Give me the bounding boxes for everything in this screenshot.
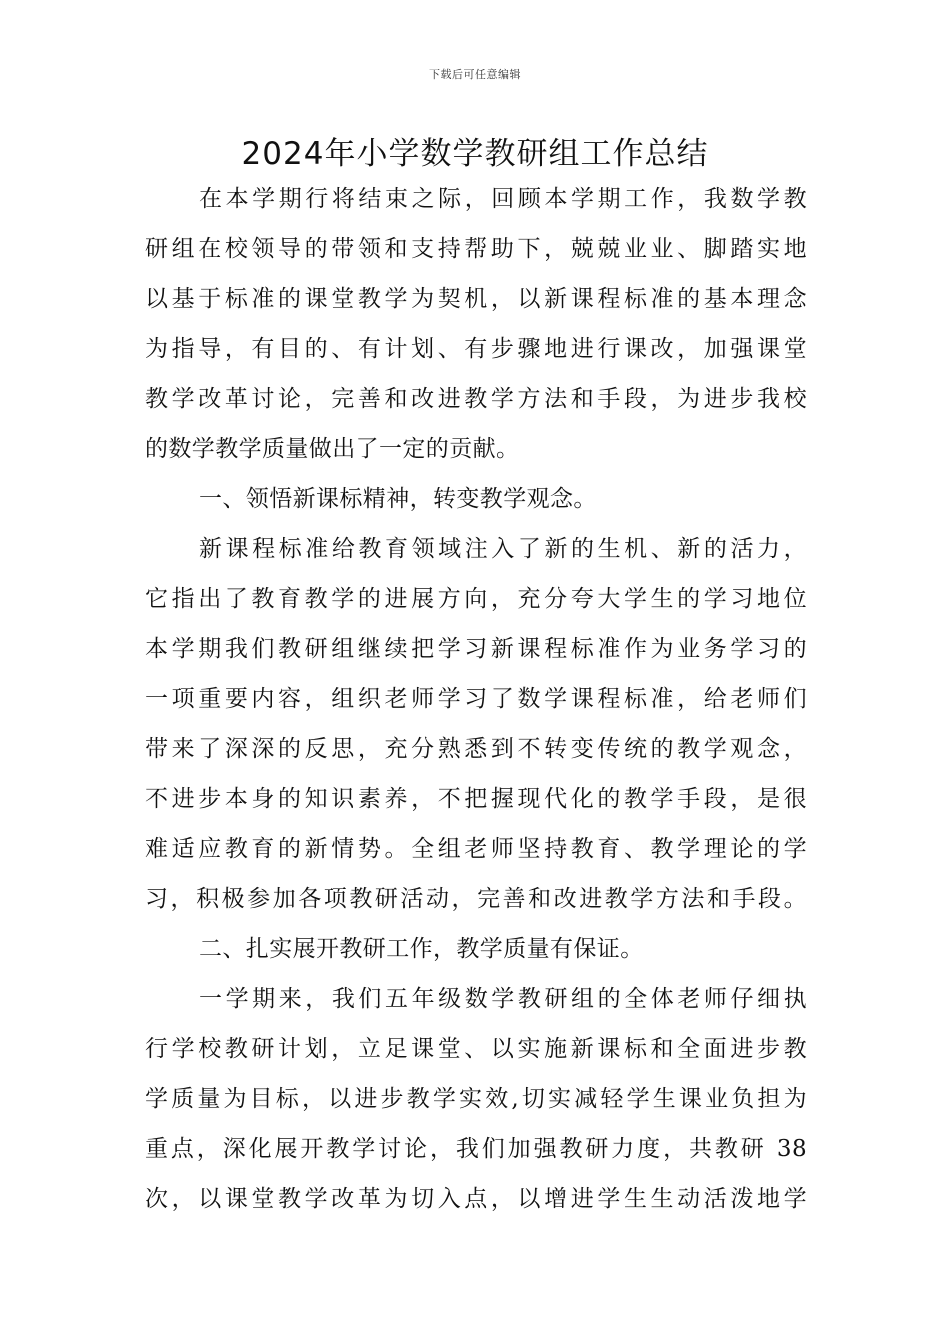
paragraph-line: 以基于标准的课堂教学为契机，以新课程标准的基本理念: [145, 286, 807, 312]
paragraph-line: 习，积极参加各项教研活动，完善和改进教学方法和手段。: [145, 886, 807, 912]
paragraph-line: 一学期来，我们五年级数学教研组的全体老师仔细执: [199, 986, 807, 1012]
document-title: 2024年小学数学教研组工作总结: [241, 136, 709, 172]
header-note: 下载后可任意编辑: [429, 68, 521, 81]
paragraph-line: 行学校教研计划，立足课堂、以实施新课标和全面进步教: [145, 1036, 807, 1062]
document-body: [145, 174, 807, 1224]
paragraph-line: 的数学教学质量做出了一定的贡献。: [145, 436, 520, 462]
section-heading: 二、扎实展开教研工作，教学质量有保证。: [199, 936, 644, 962]
paragraph-line: 次，以课堂教学改革为切入点，以增进学生生动活泼地学: [145, 1186, 807, 1212]
paragraph-line: 为指导，有目的、有计划、有步骤地进行课改，加强课堂: [145, 336, 807, 362]
paragraph-line: 一项重要内容，组织老师学习了数学课程标准，给老师们: [145, 686, 807, 712]
paragraph-line: 教学改革讨论，完善和改进教学方法和手段，为进步我校: [145, 386, 807, 412]
paragraph-line: 学质量为目标，以进步教学实效,切实减轻学生课业负担为: [145, 1086, 807, 1112]
paragraph-line: 本学期我们教研组继续把学习新课程标准作为业务学习的: [145, 636, 807, 662]
section-heading: 一、领悟新课标精神，转变教学观念。: [199, 486, 597, 512]
paragraph-line: 重点，深化展开教学讨论，我们加强教研力度，共教研 38: [145, 1136, 807, 1162]
paragraph-line: 研组在校领导的带领和支持帮助下，兢兢业业、脚踏实地: [145, 236, 807, 262]
paragraph-line: 不进步本身的知识素养，不把握现代化的教学手段，是很: [145, 786, 807, 812]
paragraph-line: 带来了深深的反思，充分熟悉到不转变传统的教学观念，: [145, 736, 807, 762]
paragraph-line: 新课程标准给教育领域注入了新的生机、新的活力，: [199, 536, 807, 562]
paragraph-line: 在本学期行将结束之际，回顾本学期工作，我数学教: [199, 186, 807, 212]
paragraph-line: 难适应教育的新情势。全组老师坚持教育、教学理论的学: [145, 836, 807, 862]
paragraph-line: 它指出了教育教学的进展方向，充分夸大学生的学习地位: [145, 586, 807, 612]
